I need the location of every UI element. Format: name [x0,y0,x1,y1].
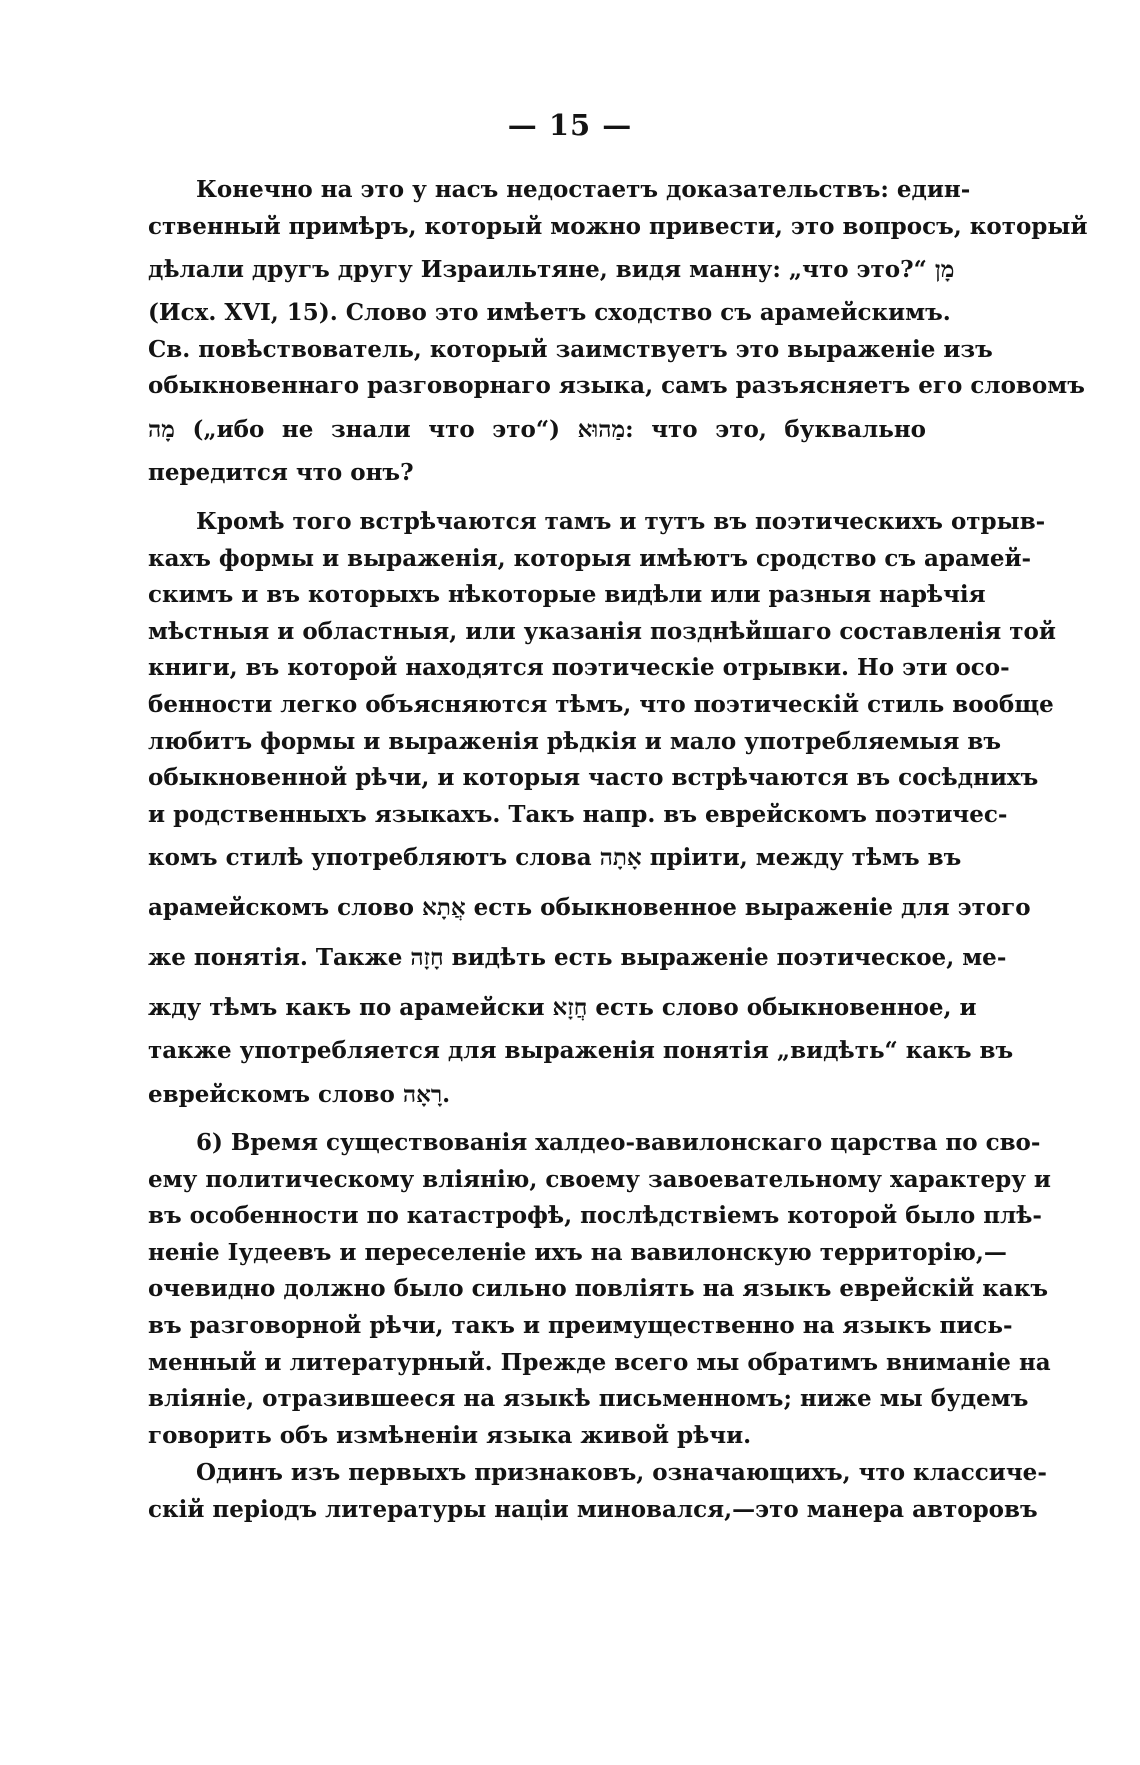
text-line: въ особенности по катастрофѣ, послѣдствіемъ которой было плѣ- [148,1202,1042,1230]
text-line: Одинъ изъ первыхъ признаковъ, означающихъ, что классиче- [196,1459,1047,1486]
text-line: менный и литературный. Прежде всего мы обратимъ вниманіе на [148,1348,1051,1376]
text-line: говорить объ измѣненіи языка живой рѣчи. [148,1421,752,1449]
text-line: скій періодъ литературы націи миновался,—это манера авторовъ [148,1495,1038,1523]
text-line: также употребляется для выраженія понятія „видѣть“ какъ въ [148,1037,1014,1065]
text-line: бенности легко объясняются тѣмъ, что поэтическій стиль вообще [148,690,1054,718]
text-line: любитъ формы и выраженія рѣдкія и мало употребляемыя въ [148,727,1001,755]
text-line: обыкновеннаго разговорнаго языка, самъ разъясняетъ его словомъ [148,372,1085,400]
text-line: еврейскомъ слово רָאָה. [148,1080,451,1108]
paragraph-1 [148,172,1088,492]
text-line: Конечно на это у насъ недостаетъ доказательствъ: един- [196,176,971,203]
paragraph-4 [148,1455,1047,1528]
text-line: 6) Время существованія халдео-вавилонскаго царства по сво- [196,1129,1041,1156]
text-line: ственный примѣръ, который можно привести, это вопросъ, который [148,212,1088,240]
text-line: жду тѣмъ какъ по арамейски חֲזָא есть слово обыкновенное, и [148,994,977,1022]
text-line: мѣстныя и областныя, или указанія позднѣйшаго составленія той [148,617,1056,645]
paragraph-3 [148,1125,1051,1454]
text-line: מָה („ибо не знали что это“) מַהוּא: что это, буквально [148,415,926,443]
text-line: передится что онъ? [148,458,414,486]
text-line: Кромѣ того встрѣчаются тамъ и тутъ въ поэтическихъ отрыв- [196,508,1046,535]
text-line: книги, въ которой находятся поэтическіе отрывки. Но эти осо- [148,654,1010,682]
text-line: ему политическому вліянію, своему завоевательному характеру и [148,1165,1051,1193]
text-line: скимъ и въ которыхъ нѣкоторые видѣли или разныя нарѣчія [148,581,986,609]
text-line: въ разговорной рѣчи, такъ и преимущественно на языкъ пись- [148,1311,1013,1339]
text-line: обыкновенной рѣчи, и которыя часто встрѣчаются въ сосѣднихъ [148,764,1039,792]
text-line: кахъ формы и выраженія, которыя имѣютъ сродство съ арамей- [148,544,1032,572]
text-line: (Исх. XVI, 15). Слово это имѣетъ сходство съ арамейскимъ. [148,299,951,327]
text-line: же понятія. Также חָזָה видѣть есть выраженіе поэтическое, ме- [148,944,1007,972]
text-line: Св. повѣствователь, который заимствуетъ это выраженіе изъ [148,335,993,363]
text-line: очевидно должно было сильно повліять на языкъ еврейскій какъ [148,1275,1048,1303]
text-line: вліяніе, отразившееся на языкѣ письменномъ; ниже мы будемъ [148,1385,1029,1413]
text-line: и родственныхъ языкахъ. Такъ напр. въ еврейскомъ поэтичес- [148,800,1008,828]
text-line: дѣлали другъ другу Израильтяне, видя манну: „что это?“ מָן [148,256,955,284]
text-line: комъ стилѣ употребляютъ слова אָתָה пріити, между тѣмъ въ [148,844,962,872]
page-number: — 15 — [507,108,633,142]
paragraph-2 [148,504,1056,1120]
text-line: арамейскомъ слово אֲתָא есть обыкновенное выраженіе для этого [148,894,1031,922]
text-line: неніе Іудеевъ и переселеніе ихъ на вавилонскую территорію,— [148,1238,1007,1266]
